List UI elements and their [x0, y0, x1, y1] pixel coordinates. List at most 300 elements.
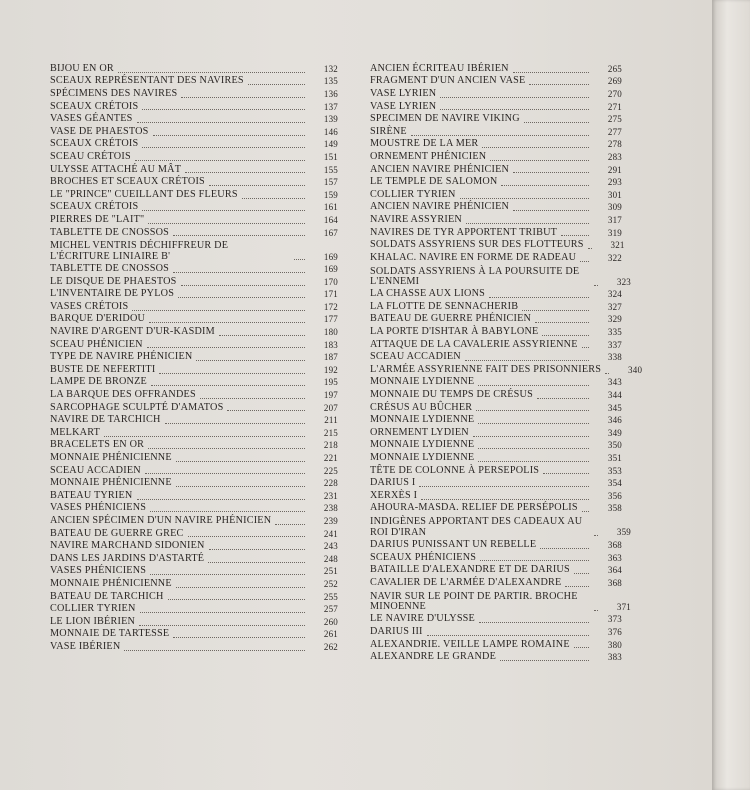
dot-leader: [522, 310, 589, 311]
index-entry: [50, 527, 338, 540]
index-entry: [50, 350, 338, 363]
dot-leader: [594, 285, 598, 286]
index-entry: [370, 350, 622, 363]
entry-title: TÊTE DE COLONNE À PERSEPOLIS: [370, 464, 540, 476]
entry-page-number: 353: [607, 465, 622, 476]
entry-page-number: 252: [323, 578, 338, 589]
entry-title: SCEAUX CRÉTOIS: [50, 100, 139, 112]
dot-leader: [248, 84, 305, 85]
dot-leader: [476, 410, 589, 411]
entry-title: LE TEMPLE DE SALOMON: [370, 176, 498, 188]
entry-page-number: 251: [323, 566, 338, 577]
index-entry: [50, 590, 338, 603]
entry-page-number: 132: [323, 63, 338, 74]
entry-page-number: 136: [323, 88, 338, 99]
entry-page-number: 309: [607, 202, 622, 213]
entry-title: NAVIR SUR LE POINT DE PARTIR. BROCHE MINOENNE: [370, 590, 578, 613]
index-entry: [370, 175, 622, 188]
entry-page-number: 344: [607, 390, 622, 401]
entry-title: SCEAU CRÉTOIS: [50, 150, 131, 162]
dot-leader: [148, 223, 305, 224]
dot-leader: [574, 647, 589, 648]
index-entry: [370, 251, 622, 264]
index-entry: [370, 589, 631, 613]
index-entry: [370, 213, 622, 226]
index-entry: [370, 489, 622, 502]
entry-page-number: 183: [323, 339, 338, 350]
index-entry: [50, 539, 338, 552]
entry-page-number: 349: [607, 427, 622, 438]
entry-title: DARIUS III: [370, 625, 423, 637]
entry-title: MELKART: [50, 426, 101, 438]
dot-leader: [145, 473, 305, 474]
entry-title: SCEAU PHÉNICIEN: [50, 338, 143, 350]
index-entry: [370, 138, 622, 151]
dot-leader: [580, 261, 589, 262]
entry-page-number: 351: [607, 453, 622, 464]
entry-page-number: 317: [607, 214, 622, 225]
dot-leader: [588, 248, 592, 249]
index-entry: [50, 565, 338, 578]
entry-page-number: 172: [323, 301, 338, 312]
entry-page-number: 146: [323, 126, 338, 137]
entry-page-number: 157: [323, 177, 338, 188]
dot-leader: [176, 486, 305, 487]
index-column-left: [50, 62, 338, 653]
dot-leader: [135, 160, 305, 161]
dot-leader: [137, 499, 306, 500]
entry-title: LE "PRINCE" CUEILLANT DES FLEURS: [50, 188, 238, 200]
dot-leader: [176, 461, 305, 462]
entry-page-number: 271: [607, 101, 622, 112]
dot-leader: [479, 622, 589, 623]
index-entry: [370, 238, 625, 251]
entry-title: COLLIER TYRIEN: [50, 603, 136, 615]
index-entry: [370, 451, 622, 464]
dot-leader: [561, 235, 589, 236]
entry-title: ORNEMENT LYDIEN: [370, 426, 469, 438]
dot-leader: [124, 650, 305, 651]
index-entry: [370, 502, 622, 515]
entry-page-number: 139: [323, 114, 338, 125]
entry-page-number: 270: [607, 88, 622, 99]
entry-title: TABLETTE DE CNOSSOS: [50, 226, 170, 238]
entry-page-number: 346: [607, 415, 622, 426]
dot-leader: [200, 398, 305, 399]
dot-leader: [535, 322, 589, 323]
entry-title: MICHEL VENTRIS DÉCHIFFREUR DE L'ÉCRITURE LINIAIRE B': [50, 240, 229, 262]
index-entry: [50, 163, 338, 176]
dot-leader: [440, 97, 589, 98]
index-entry: [370, 100, 622, 113]
dot-leader: [490, 160, 589, 161]
entry-title: ALEXANDRIE. VEILLE LAMPE ROMAINE: [370, 638, 570, 650]
entry-title: MONNAIE PHÉNICIENNE: [50, 577, 172, 589]
index-entry: [50, 426, 338, 439]
entry-title: SCEAUX CRÉTOIS: [50, 201, 139, 213]
entry-title: NAVIRE ASSYRIEN: [370, 213, 462, 225]
index-entry: [370, 613, 622, 626]
entry-title: MONNAIE LYDIENNE: [370, 376, 475, 388]
dot-leader: [605, 373, 609, 374]
entry-page-number: 207: [323, 402, 338, 413]
dot-leader: [513, 172, 589, 173]
index-entry: [370, 338, 622, 351]
index-entry: [50, 188, 338, 201]
index-entry: [370, 563, 622, 576]
index-entry: [50, 138, 338, 151]
entry-page-number: 241: [323, 528, 338, 539]
entry-page-number: 358: [607, 503, 622, 514]
dot-leader: [209, 185, 305, 186]
entry-title: CAVALIER DE L'ARMÉE D'ALEXANDRE: [370, 576, 562, 588]
entry-page-number: 345: [607, 402, 622, 413]
entry-title: SPECIMEN DE NAVIRE VIKING: [370, 113, 520, 125]
entry-page-number: 243: [323, 541, 338, 552]
entry-page-number: 383: [607, 652, 622, 663]
dot-leader: [173, 637, 305, 638]
index-entry: [50, 226, 338, 239]
index-entry: [50, 363, 338, 376]
entry-title: L'ARMÉE ASSYRIENNE FAIT DES PRISONNIERS: [370, 363, 602, 375]
index-entry: [50, 502, 338, 515]
entry-title: LA FLOTTE DE SENNACHERIB: [370, 300, 519, 312]
entry-title: VASE DE PHAESTOS: [50, 125, 149, 137]
entry-page-number: 329: [607, 314, 622, 325]
entry-page-number: 291: [607, 164, 622, 175]
entry-page-number: 324: [607, 289, 622, 300]
entry-title: TABLETTE DE CNOSSOS: [50, 263, 170, 275]
entry-page-number: 363: [607, 552, 622, 563]
index-entry: [370, 125, 622, 138]
entry-page-number: 197: [323, 390, 338, 401]
entry-title: LA CHASSE AUX LIONS: [370, 288, 486, 300]
dot-leader: [118, 72, 305, 73]
entry-page-number: 239: [323, 515, 338, 526]
entry-page-number: 195: [323, 377, 338, 388]
entry-page-number: 169: [323, 251, 338, 262]
entry-page-number: 293: [607, 177, 622, 188]
index-entry: [50, 213, 338, 226]
entry-page-number: 343: [607, 377, 622, 388]
entry-title: COLLIER TYRIEN: [370, 188, 456, 200]
index-entry: [370, 150, 622, 163]
index-entry: [370, 476, 622, 489]
index-entry: [50, 150, 338, 163]
entry-title: MONNAIE PHÉNICIENNE: [50, 477, 172, 489]
entry-page-number: 169: [323, 264, 338, 275]
index-entry: [50, 376, 338, 389]
dot-leader: [142, 210, 305, 211]
entry-page-number: 278: [607, 139, 622, 150]
dot-leader: [482, 147, 589, 148]
dot-leader: [142, 109, 305, 110]
index-entry: [370, 288, 622, 301]
index-entry: [50, 451, 338, 464]
dot-leader: [209, 549, 305, 550]
entry-title: SOLDATS ASSYRIENS SUR DES FLOTTEURS: [370, 239, 584, 251]
entry-page-number: 364: [607, 565, 622, 576]
entry-title: VASE LYRIEN: [370, 87, 437, 99]
entry-page-number: 337: [607, 339, 622, 350]
dot-leader: [165, 423, 305, 424]
dot-leader: [478, 461, 589, 462]
index-entry: [50, 552, 338, 565]
dot-leader: [153, 135, 306, 136]
entry-title: CRÉSUS AU BÛCHER: [370, 401, 473, 413]
dot-leader: [478, 423, 589, 424]
dot-leader: [427, 635, 589, 636]
entry-title: SCEAUX REPRÉSENTANT DES NAVIRES: [50, 75, 244, 87]
index-entry: [50, 388, 338, 401]
entry-title: LAMPE DE BRONZE: [50, 376, 147, 388]
entry-page-number: 177: [323, 314, 338, 325]
dot-leader: [500, 660, 589, 661]
index-entry: [50, 338, 338, 351]
dot-leader: [524, 122, 589, 123]
dot-leader: [594, 610, 598, 611]
entry-title: NAVIRES DE TYR APPORTENT TRIBUT: [370, 226, 558, 238]
entry-title: LA PORTE D'ISHTAR À BABYLONE: [370, 326, 539, 338]
index-entry: [370, 188, 622, 201]
entry-title: L'INVENTAIRE DE PYLOS: [50, 288, 175, 300]
entry-title: TYPE DE NAVIRE PHÉNICIEN: [50, 351, 193, 363]
index-entry: [370, 551, 622, 564]
entry-page-number: 238: [323, 503, 338, 514]
dot-leader: [104, 436, 305, 437]
entry-title: ATTAQUE DE LA CAVALERIE ASSYRIENNE: [370, 338, 578, 350]
dot-leader: [466, 223, 589, 224]
entry-title: ANCIEN NAVIRE PHÉNICIEN: [370, 201, 510, 213]
dot-leader: [142, 147, 305, 148]
entry-page-number: 260: [323, 616, 338, 627]
dot-leader: [473, 436, 589, 437]
entry-page-number: 368: [607, 539, 622, 550]
dot-leader: [178, 297, 305, 298]
entry-page-number: 231: [323, 490, 338, 501]
entry-page-number: 192: [323, 364, 338, 375]
index-entry: [50, 628, 338, 641]
index-entry: [370, 112, 622, 125]
dot-leader: [582, 511, 589, 512]
entry-page-number: 269: [607, 76, 622, 87]
index-entry: [50, 464, 338, 477]
index-entry: [50, 262, 338, 275]
index-entry: [50, 615, 338, 628]
index-entry: [50, 476, 338, 489]
dot-leader: [149, 322, 305, 323]
index-entry: [370, 401, 622, 414]
dot-leader: [139, 625, 305, 626]
dot-leader: [181, 97, 305, 98]
entry-title: LE NAVIRE D'ULYSSE: [370, 613, 475, 625]
index-entry: [370, 576, 622, 589]
dot-leader: [465, 360, 589, 361]
entry-title: BRACELETS EN OR: [50, 439, 145, 451]
entry-title: BATEAU DE GUERRE GREC: [50, 527, 184, 539]
entry-page-number: 261: [323, 629, 338, 640]
dot-leader: [421, 499, 589, 500]
dot-leader: [480, 560, 589, 561]
entry-title: AHOURA-MASDA. RELIEF DE PERSÉPOLIS: [370, 502, 578, 514]
index-entry: [50, 201, 338, 214]
index-column-right: [370, 62, 643, 663]
index-entry: [370, 514, 631, 538]
index-entry: [50, 401, 338, 414]
index-entry: [50, 439, 338, 452]
entry-title: XERXÈS I: [370, 489, 418, 501]
entry-title: NAVIRE D'ARGENT D'UR-KASDIM: [50, 326, 215, 338]
dot-leader: [173, 235, 305, 236]
entry-page-number: 371: [616, 601, 631, 612]
entry-page-number: 338: [607, 352, 622, 363]
entry-title: ANCIEN SPÉCIMEN D'UN NAVIRE PHÉNICIEN: [50, 514, 272, 526]
entry-title: MOUSTRE DE LA MER: [370, 138, 479, 150]
dot-leader: [151, 385, 305, 386]
index-entry: [50, 87, 338, 100]
entry-title: MONNAIE PHÉNICIENNE: [50, 452, 172, 464]
entry-page-number: 221: [323, 453, 338, 464]
index-entry: [50, 413, 338, 426]
entry-page-number: 248: [323, 553, 338, 564]
dot-leader: [132, 310, 305, 311]
entry-title: NAVIRE DE TARCHICH: [50, 414, 161, 426]
entry-title: VASES CRÉTOIS: [50, 300, 129, 312]
index-entry: [370, 426, 622, 439]
entry-title: MONNAIE DE TARTESSE: [50, 628, 170, 640]
entry-page-number: 356: [607, 490, 622, 501]
entry-page-number: 335: [607, 327, 622, 338]
entry-page-number: 277: [607, 126, 622, 137]
entry-title: MONNAIE DU TEMPS DE CRÉSUS: [370, 389, 533, 401]
dot-leader: [542, 335, 589, 336]
index-entry: [50, 275, 338, 288]
dot-leader: [501, 185, 589, 186]
dot-leader: [188, 536, 305, 537]
entry-title: VASE IBÉRIEN: [50, 640, 121, 652]
index-entry: [50, 313, 338, 326]
entry-page-number: 327: [607, 301, 622, 312]
entry-page-number: 380: [607, 639, 622, 650]
entry-title: BIJOU EN OR: [50, 62, 114, 74]
index-entry: [50, 238, 338, 262]
entry-title: SPÉCIMENS DES NAVIRES: [50, 87, 178, 99]
index-entry: [370, 264, 631, 288]
entry-page-number: 155: [323, 164, 338, 175]
entry-title: ALEXANDRE LE GRANDE: [370, 651, 497, 663]
entry-title: VASE LYRIEN: [370, 100, 437, 112]
entry-title: BATEAU TYRIEN: [50, 489, 133, 501]
index-entry: [50, 489, 338, 502]
index-entry: [370, 538, 622, 551]
entry-title: BATEAU DE TARCHICH: [50, 590, 164, 602]
entry-page-number: 257: [323, 604, 338, 615]
entry-title: ORNEMENT PHÉNICIEN: [370, 150, 487, 162]
dot-leader: [159, 373, 305, 374]
index-entry: [50, 577, 338, 590]
index-entry: [370, 226, 622, 239]
entry-page-number: 137: [323, 101, 338, 112]
entry-title: BROCHES ET SCEAUX CRÉTOIS: [50, 176, 205, 188]
dot-leader: [196, 360, 305, 361]
dot-leader: [227, 410, 305, 411]
entry-page-number: 376: [607, 626, 622, 637]
index-entry: [370, 413, 622, 426]
entry-page-number: 228: [323, 478, 338, 489]
entry-page-number: 322: [607, 252, 622, 263]
entry-title: INDIGÈNES APPORTANT DES CADEAUX AU ROI D'IRAN: [370, 516, 583, 538]
dot-leader: [460, 198, 589, 199]
entry-title: LE DISQUE DE PHAESTOS: [50, 275, 177, 287]
entry-page-number: 350: [607, 440, 622, 451]
entry-title: MONNAIE LYDIENNE: [370, 439, 475, 451]
entry-page-number: 301: [607, 189, 622, 200]
entry-title: VASES GÉANTES: [50, 113, 133, 125]
page-edge: [712, 0, 750, 790]
entry-page-number: 215: [323, 427, 338, 438]
entry-page-number: 164: [323, 214, 338, 225]
index-entry: [50, 100, 338, 113]
entry-title: DARIUS I: [370, 477, 416, 489]
dot-leader: [565, 586, 589, 587]
entry-page-number: 262: [323, 641, 338, 652]
entry-page-number: 211: [324, 415, 338, 426]
entry-title: PIERRES DE "LAIT": [50, 213, 145, 225]
entry-page-number: 319: [607, 227, 622, 238]
entry-title: SCEAUX CRÉTOIS: [50, 138, 139, 150]
entry-page-number: 187: [323, 352, 338, 363]
entry-title: DANS LES JARDINS D'ASTARTÉ: [50, 552, 205, 564]
dot-leader: [150, 574, 305, 575]
entry-title: SCEAUX PHÉNICIENS: [370, 551, 477, 563]
dot-leader: [537, 398, 589, 399]
index-entry: [370, 87, 622, 100]
dot-leader: [173, 272, 305, 273]
index-entry: [370, 325, 622, 338]
entry-title: BUSTE DE NEFERTITI: [50, 363, 156, 375]
entry-title: FRAGMENT D'UN ANCIEN VASE: [370, 75, 526, 87]
index-entry: [50, 602, 338, 615]
entry-page-number: 275: [607, 114, 622, 125]
index-entry: [50, 125, 338, 138]
entry-title: LA BARQUE DES OFFRANDES: [50, 389, 196, 401]
entry-page-number: 170: [323, 276, 338, 287]
index-entry: [370, 625, 622, 638]
index-entry: [370, 464, 622, 477]
entry-title: DARIUS PUNISSANT UN REBELLE: [370, 538, 537, 550]
dot-leader: [140, 612, 305, 613]
index-entry: [50, 300, 338, 313]
entry-page-number: 161: [323, 202, 338, 213]
index-entry: [370, 376, 622, 389]
entry-title: SARCOPHAGE SCULPTÉ D'AMATOS: [50, 401, 224, 413]
dot-leader: [148, 448, 305, 449]
entry-title: BATEAU DE GUERRE PHÉNICIEN: [370, 313, 532, 325]
entry-page-number: 167: [323, 227, 338, 238]
index-entry: [370, 439, 622, 452]
entry-title: ANCIEN ÉCRITEAU IBÉRIEN: [370, 62, 509, 74]
entry-page-number: 159: [323, 189, 338, 200]
entry-title: SCEAU ACCADIEN: [50, 464, 141, 476]
entry-title: ULYSSE ATTACHÉ AU MÂT: [50, 163, 182, 175]
entry-title: SOLDATS ASSYRIENS À LA POURSUITE DE L'ENNEMI: [370, 265, 580, 287]
entry-page-number: 359: [616, 527, 631, 538]
dot-leader: [419, 486, 589, 487]
dot-leader: [513, 72, 589, 73]
entry-title: KHALAC. NAVIRE EN FORME DE RADEAU: [370, 251, 577, 263]
dot-leader: [540, 548, 589, 549]
index-entry: [370, 300, 622, 313]
